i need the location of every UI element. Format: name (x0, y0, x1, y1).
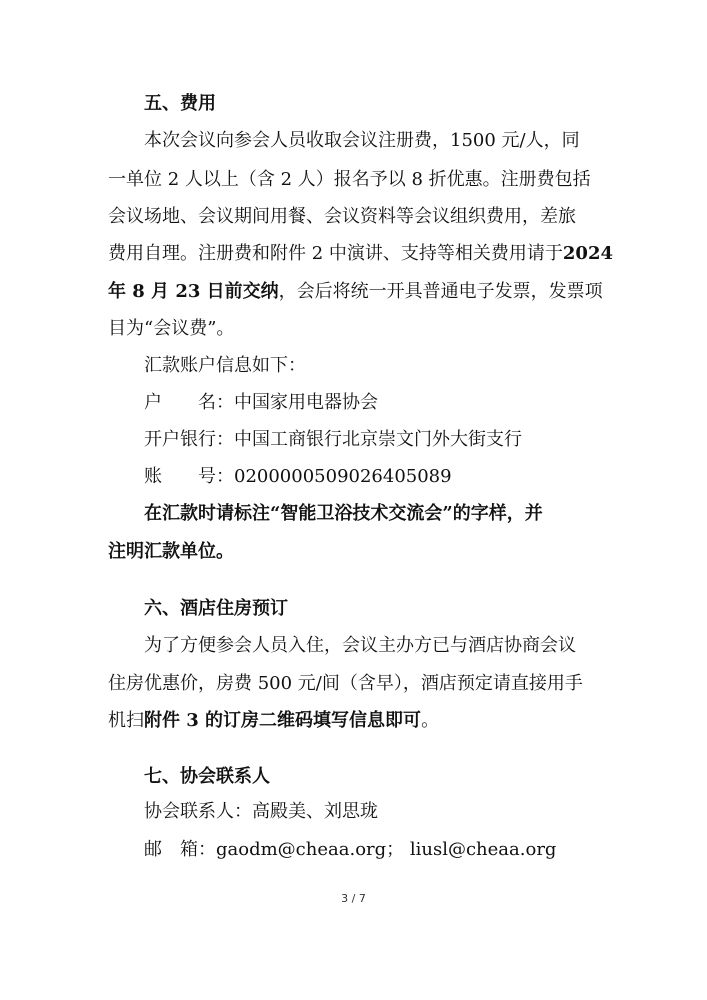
fees-paragraph-line: 本次会议向参会人员收取会议注册费，1500 元/人，同 (144, 130, 580, 151)
fees-paragraph-line (108, 242, 613, 266)
email-value: gaodm@cheaa.org； liusl@cheaa.org (216, 839, 557, 860)
account-name-row (144, 391, 378, 415)
remittance-note-line: 注明汇款单位。 (108, 541, 234, 562)
section-heading-fees: 五、费用 (144, 93, 216, 114)
account-intro: 汇款账户信息如下： (144, 355, 306, 376)
fees-text: 费用自理。注册费和附件 2 中演讲、支持等相关费用请于 (108, 243, 563, 264)
bank-row (144, 428, 522, 452)
section-heading-hotel: 六、酒店住房预订 (144, 598, 288, 619)
contacts-row (144, 800, 378, 824)
contacts-label: 协会联系人： (144, 801, 252, 822)
account-number-label: 账 号： (144, 466, 234, 487)
remittance-note-line: 在汇款时请标注“智能卫浴技术交流会”的字样，并 (144, 503, 543, 524)
fees-deadline-text: 年 8 月 23 日前交纳 (108, 281, 279, 302)
page-number: 3 / 7 (341, 892, 366, 905)
account-name-label: 户 名： (144, 392, 234, 413)
account-name-value: 中国家用电器协会 (234, 392, 378, 413)
email-label: 邮 箱： (144, 839, 216, 860)
hotel-text: 机扫 (108, 710, 144, 731)
contacts-value: 高殿美、刘思珑 (252, 801, 378, 822)
account-number-row (144, 465, 452, 489)
fees-deadline-text: 2024 (562, 243, 614, 264)
hotel-text: 。 (421, 710, 440, 731)
fees-paragraph-line: 目为“会议费”。 (108, 318, 235, 339)
bank-value: 中国工商银行北京崇文门外大街支行 (234, 429, 522, 450)
hotel-qr-instruction: 附件 3 的订房二维码填写信息即可 (144, 710, 422, 731)
fees-paragraph-line: 会议场地、会议期间用餐、会议资料等会议组织费用，差旅 (108, 206, 576, 227)
fees-text: ，会后将统一开具普通电子发票，发票项 (278, 281, 603, 302)
hotel-paragraph-line: 住房优惠价，房费 500 元/间（含早），酒店预定请直接用手 (108, 673, 583, 694)
fees-paragraph-line (108, 280, 603, 304)
fees-paragraph-line: 一单位 2 人以上（含 2 人）报名予以 8 折优惠。注册费包括 (108, 169, 591, 190)
hotel-paragraph-line (108, 709, 439, 733)
section-heading-contact: 七、协会联系人 (144, 766, 270, 787)
hotel-paragraph-line: 为了方便参会人员入住，会议主办方已与酒店协商会议 (144, 635, 576, 656)
email-row (144, 838, 556, 862)
account-number-value: 0200000509026405089 (234, 466, 452, 487)
bank-label: 开户银行： (144, 429, 234, 450)
